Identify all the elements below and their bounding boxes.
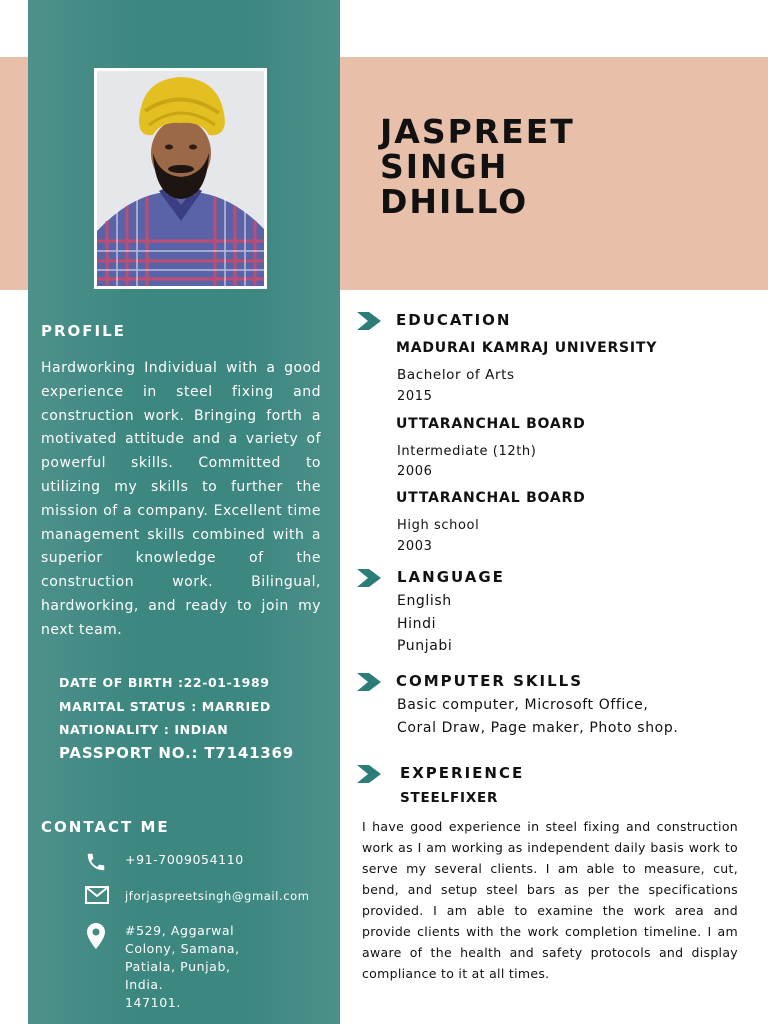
chevron-right-icon	[357, 569, 381, 591]
education-year: 2006	[397, 464, 433, 479]
name-line: SINGH	[380, 147, 509, 186]
education-detail: Intermediate (12th)	[397, 444, 537, 459]
computer-skills-line: Coral Draw, Page maker, Photo shop.	[397, 720, 679, 736]
education-heading: EDUCATION	[396, 311, 512, 329]
candidate-name	[380, 114, 575, 219]
profile-photo	[94, 68, 267, 289]
education-institution: UTTARANCHAL BOARD	[396, 490, 586, 506]
passport-number: PASSPORT NO.: T7141369	[59, 744, 295, 762]
education-year: 2015	[397, 389, 433, 404]
envelope-icon	[85, 886, 109, 908]
education-detail: Bachelor of Arts	[397, 367, 515, 383]
date-of-birth: DATE OF BIRTH :22-01-1989	[59, 675, 270, 690]
education-institution: UTTARANCHAL BOARD	[396, 416, 586, 432]
language-item: Hindi	[397, 616, 437, 632]
sidebar	[28, 0, 340, 1024]
chevron-right-icon	[357, 765, 381, 787]
nationality: NATIONALITY : INDIAN	[59, 722, 229, 737]
address-line: India.	[125, 977, 164, 992]
phone-number[interactable]: +91-7009054110	[125, 852, 244, 867]
language-heading: LANGUAGE	[397, 568, 505, 586]
map-pin-icon	[87, 923, 105, 953]
profile-heading: PROFILE	[41, 322, 126, 340]
address-line: Patiala, Punjab,	[125, 959, 231, 974]
experience-heading: EXPERIENCE	[400, 764, 525, 782]
experience-role: STEELFIXER	[400, 790, 499, 806]
marital-status: MARITAL STATUS : MARRIED	[59, 699, 271, 714]
address-line: #529, Aggarwal	[125, 923, 235, 938]
computer-skills-heading: COMPUTER SKILLS	[396, 672, 584, 690]
computer-skills-line: Basic computer, Microsoft Office,	[397, 697, 649, 713]
name-line: DHILLO	[380, 182, 529, 221]
profile-text: Hardworking Individual with a good experience in steel fixing and construction work. Bringing forth a motivated attitude and a variety of powerful skills. Committed to utilizing my skills to further the mission of a company. Excellent time management skills combined with a superior knowledge of the construction work. Bilingual, hardworking, and ready to join my next team.	[41, 360, 321, 638]
education-institution: MADURAI KAMRAJ UNIVERSITY	[396, 340, 658, 356]
email-address[interactable]: jforjaspreetsingh@gmail.com	[125, 889, 310, 903]
chevron-right-icon	[357, 673, 381, 695]
address-line: 147101.	[125, 995, 181, 1010]
education-year: 2003	[397, 539, 433, 554]
name-line: JASPREET	[380, 112, 575, 151]
experience-text: I have good experience in steel fixing and construction work as I am working as independent daily basis work to serve my several clients. I am able to measure, cut, bend, and setup steel bars as per the specifications provided. I am able to examine the work area and provide clients with the work completion timeline. I am aware of the health and safety protocols and display compliance to it at all times.	[362, 819, 738, 981]
address	[125, 922, 240, 1012]
chevron-right-icon	[357, 312, 381, 334]
address-line: Colony, Samana,	[125, 941, 240, 956]
language-item: English	[397, 593, 452, 609]
phone-icon	[85, 851, 107, 877]
contact-heading: CONTACT ME	[41, 818, 170, 836]
education-detail: High school	[397, 518, 480, 533]
language-item: Punjabi	[397, 638, 453, 654]
portrait-photo	[97, 71, 264, 286]
